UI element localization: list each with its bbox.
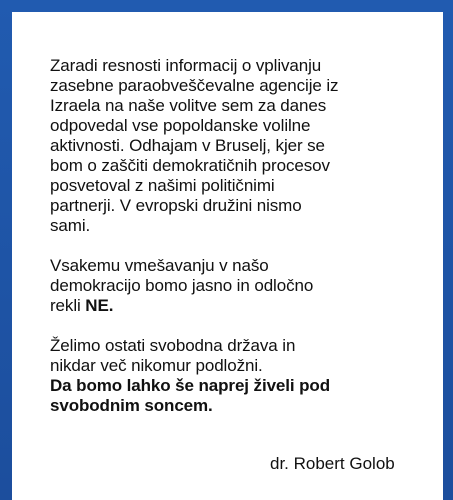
paragraph-3-bold-line: Da bomo lahko še naprej živeli pod (50, 376, 330, 395)
paragraph-1-line: Izraela na naše volitve sem za danes (50, 96, 327, 115)
statement-text (50, 56, 430, 416)
paragraph-3 (50, 336, 430, 416)
paragraph-1-line: aktivnosti. Odhajam v Bruselj, kjer se (50, 136, 325, 155)
paragraph-1-line: posvetoval z našimi političnimi (50, 176, 275, 195)
paragraph-2-line: demokracijo bomo jasno in odločno (50, 276, 314, 295)
paragraph-1-line: Zaradi resnosti informacij o vplivanju (50, 56, 322, 75)
paragraph-1-line: partnerji. V evropski družini nismo (50, 196, 302, 215)
paragraph-1-line: zasebne paraobveščevalne agencije iz (50, 76, 339, 95)
paragraph-2 (50, 256, 430, 316)
paragraph-1 (50, 56, 430, 236)
paragraph-2-line-3 (50, 296, 430, 316)
paragraph-1-line: bom o zaščiti demokratičnih procesov (50, 156, 330, 175)
paragraph-2-line: Vsakemu vmešavanju v našo (50, 256, 269, 275)
paragraph-3-bold-line: svobodnim soncem. (50, 396, 213, 415)
paragraph-1-line: odpovedal vse popoldanske volilne (50, 116, 311, 135)
paragraph-3-line: nikdar več nikomur podložni. (50, 356, 263, 375)
paragraph-3-line: Želimo ostati svobodna država in (50, 336, 296, 355)
signature: dr. Robert Golob (270, 454, 395, 473)
paragraph-2-prefix: rekli (50, 296, 86, 315)
emphasis-no: NE. (85, 296, 114, 315)
paragraph-1-line: sami. (50, 216, 91, 235)
